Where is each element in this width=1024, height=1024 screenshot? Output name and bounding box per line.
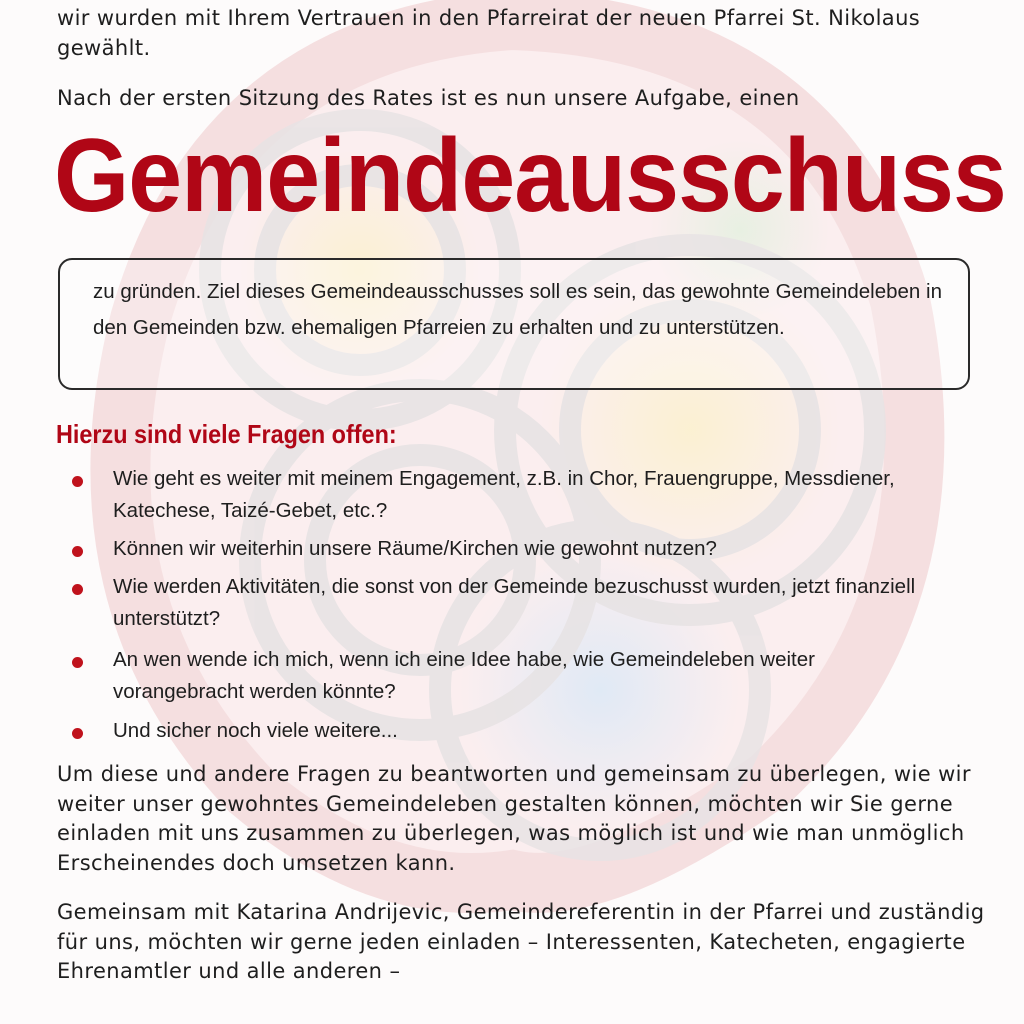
closing-paragraph-2: Gemeinsam mit Katarina Andrijevic, Gemeindereferentin in der Pfarrei und zuständig für uns, möchten wir gerne jeden einladen – Interessenten, Katecheten, engagierte Ehrenamtler und alle anderen – [57, 900, 985, 983]
intro-paragraph-1: wir wurden mit Ihrem Vertrauen in den Pfarreirat der neuen Pfarrei St. Nikolaus gewählt. [57, 6, 921, 60]
bullet-icon [72, 476, 83, 487]
headline-gemeindeausschuss: Gemeindeausschuss [54, 118, 1006, 234]
bullet-icon [72, 546, 83, 557]
bullet-icon [72, 728, 83, 739]
intro-paragraph-2: Nach der ersten Sitzung des Rates ist es nun unsere Aufgabe, einen [57, 86, 800, 110]
closing-paragraph-1: Um diese und andere Fragen zu beantworten und gemeinsam zu überlegen, wie wir weiter unser gewohntes Gemeindeleben gestalten können, möchten wir Sie gerne einladen mit uns zusammen zu überlegen, was möglich ist und wie man unmöglich Erscheinendes doch umsetzen kann. [57, 762, 971, 875]
list-item-text: Können wir weiterhin unsere Räume/Kirchen wie gewohnt nutzen? [113, 537, 717, 560]
list-item-text: Wie geht es weiter mit meinem Engagement, z.B. in Chor, Frauengruppe, Messdiener, Katechese, Taizé-Gebet, etc.? [113, 467, 895, 522]
list-item-text: Wie werden Aktivitäten, die sonst von der Gemeinde bezuschusst wurden, jetzt finanziell unterstützt? [113, 575, 916, 630]
purpose-text: zu gründen. Ziel dieses Gemeindeausschusses soll es sein, das gewohnte Gemeindeleben in den Gemeinden bzw. ehemaligen Pfarreien zu erhalten und zu unterstützen. [93, 280, 942, 339]
list-item-text: An wen wende ich mich, wenn ich eine Idee habe, wie Gemeindeleben weiter vorangebracht werden könnte? [113, 648, 815, 703]
list-item-text: Und sicher noch viele weitere... [113, 719, 398, 742]
questions-heading: Hierzu sind viele Fragen offen: [56, 419, 397, 449]
purpose-box [58, 258, 970, 390]
bullet-icon [72, 584, 83, 595]
bullet-icon [72, 657, 83, 668]
